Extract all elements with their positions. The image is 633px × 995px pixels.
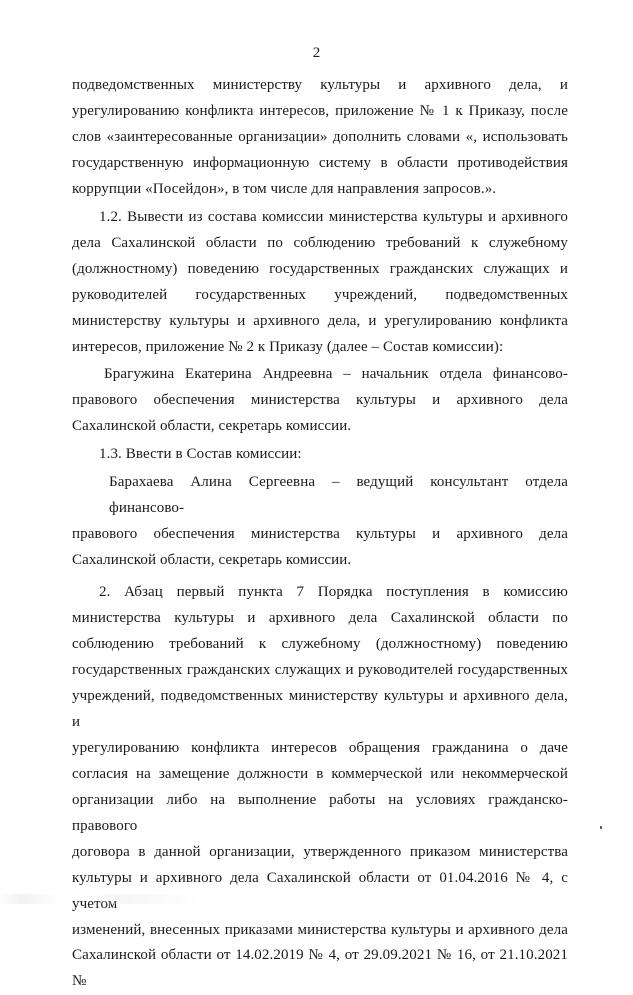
text-line: соблюдению требований к служебному (должностному) поведению	[72, 636, 568, 653]
text-line: (должностному) поведению государственных гражданских служащих и	[72, 260, 568, 277]
text-line: Сахалинской области, секретарь комиссии.	[72, 552, 352, 569]
text-line: согласия на замещение должности в коммерческой или некоммерческой	[72, 765, 568, 782]
text-line: Барахаева Алина Сергеевна – ведущий консультант отдела финансово-	[109, 474, 568, 517]
text-line: организации либо на выполнение работы на условиях гражданско-правового	[72, 791, 568, 834]
text-line: интересов, приложение № 2 к Приказу (далее – Состав комиссии):	[72, 338, 504, 355]
text-line: урегулированию конфликта интересов, приложение № 1 к Приказу, после	[72, 102, 568, 119]
text-line: подведомственных министерству культуры и архивного дела, и	[72, 77, 568, 93]
page-number: 2	[312, 45, 321, 61]
document-body	[72, 73, 568, 995]
text-line: Сахалинской области от 14.02.2019 № 4, от 29.09.2021 № 16, от 21.10.2021 №	[72, 947, 568, 990]
text-line: руководителей государственных учреждений, подведомственных	[72, 286, 568, 303]
text-line: культуры и архивного дела Сахалинской области от 01.04.2016 № 4, с учетом	[72, 869, 568, 912]
scan-speck	[600, 826, 602, 829]
text-line: 1.3. Ввести в Состав комиссии:	[99, 446, 302, 463]
text-line: коррупции «Посейдон», в том числе для направления запросов.».	[72, 180, 497, 197]
text-line: 2. Абзац первый пункта 7 Порядка поступления в комиссию	[99, 584, 568, 601]
text-line: договора в данной организации, утвержденного приказом министерства	[72, 843, 568, 860]
text-line: изменений, внесенных приказами министерства культуры и архивного дела	[72, 921, 568, 938]
text-line: Сахалинской области, секретарь комиссии.	[72, 418, 352, 435]
text-line: учреждений, подведомственных министерству культуры и архивного дела, и	[72, 687, 568, 730]
text-line: дела Сахалинской области по соблюдению требований к служебному	[72, 234, 568, 251]
text-line: слов «заинтересованные организации» дополнить словами «, использовать	[72, 128, 568, 145]
text-line: правового обеспечения министерства культуры и архивного дела	[72, 526, 568, 543]
text-line: государственных гражданских служащих и руководителей государственных	[72, 661, 568, 678]
text-line: министерства культуры и архивного дела Сахалинской области по	[72, 610, 568, 627]
text-line: урегулированию конфликта интересов обращения гражданина о даче	[72, 739, 568, 756]
text-line: министерству культуры и архивного дела, и урегулированию конфликта	[72, 312, 568, 329]
text-line: Брагужина Екатерина Андреевна – начальник отдела финансово-	[104, 366, 568, 383]
scan-edge-shadow	[0, 894, 633, 904]
text-line: правового обеспечения министерства культуры и архивного дела	[72, 392, 568, 409]
text-line: государственную информационную систему в области противодействия	[72, 154, 568, 171]
text-line: 1.2. Вывести из состава комиссии министерства культуры и архивного	[99, 208, 568, 225]
